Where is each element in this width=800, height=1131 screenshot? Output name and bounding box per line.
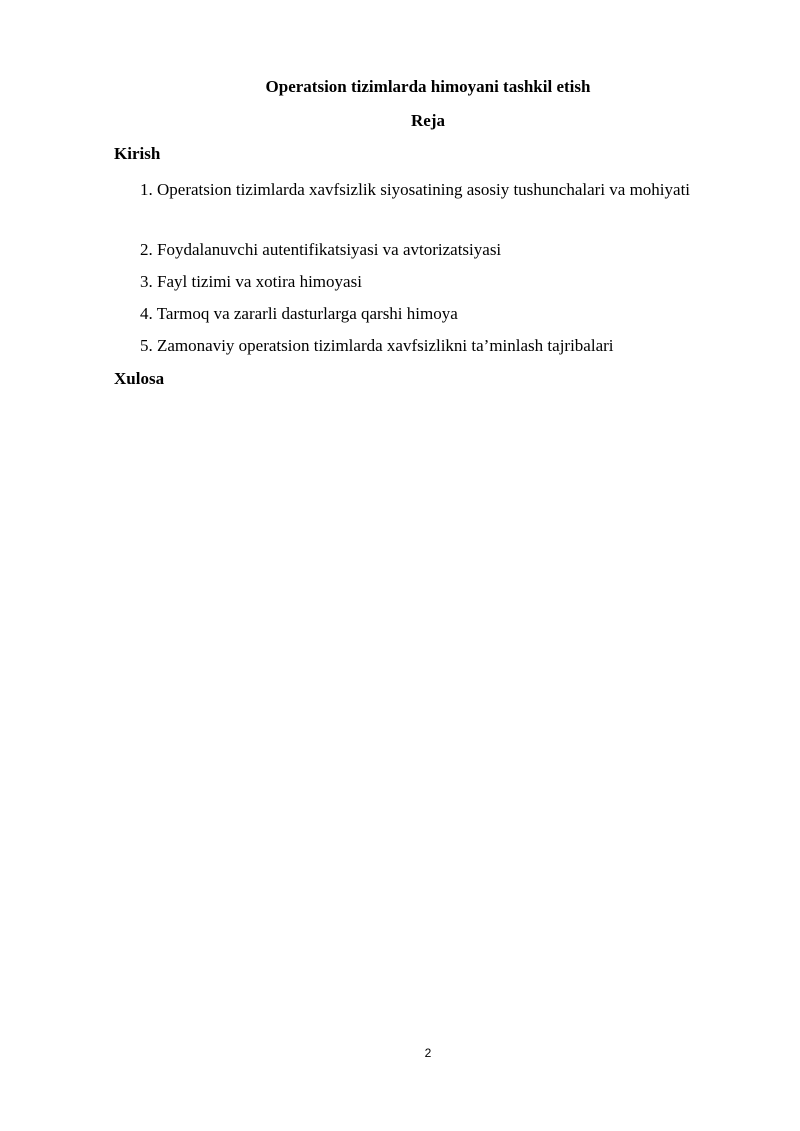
conclusion-heading: Xulosa [114,369,165,388]
intro-heading: Kirish [114,144,161,163]
plan-item-5: 5. Zamonaviy operatsion tizimlarda xavfsizlikni ta’minlash tajribalari [140,336,614,355]
page-number: 2 [424,1046,432,1060]
document-title: Operatsion tizimlarda himoyani tashkil etish [265,77,591,96]
plan-item-2: 2. Foydalanuvchi autentifikatsiyasi va avtorizatsiyasi [140,240,502,259]
plan-item-4: 4. Tarmoq va zararli dasturlarga qarshi himoya [140,304,458,323]
plan-item-1: 1. Operatsion tizimlarda xavfsizlik siyosatining asosiy tushunchalari va mohiyati [140,180,691,199]
plan-item-3: 3. Fayl tizimi va xotira himoyasi [140,272,362,291]
plan-heading: Reja [411,111,445,130]
